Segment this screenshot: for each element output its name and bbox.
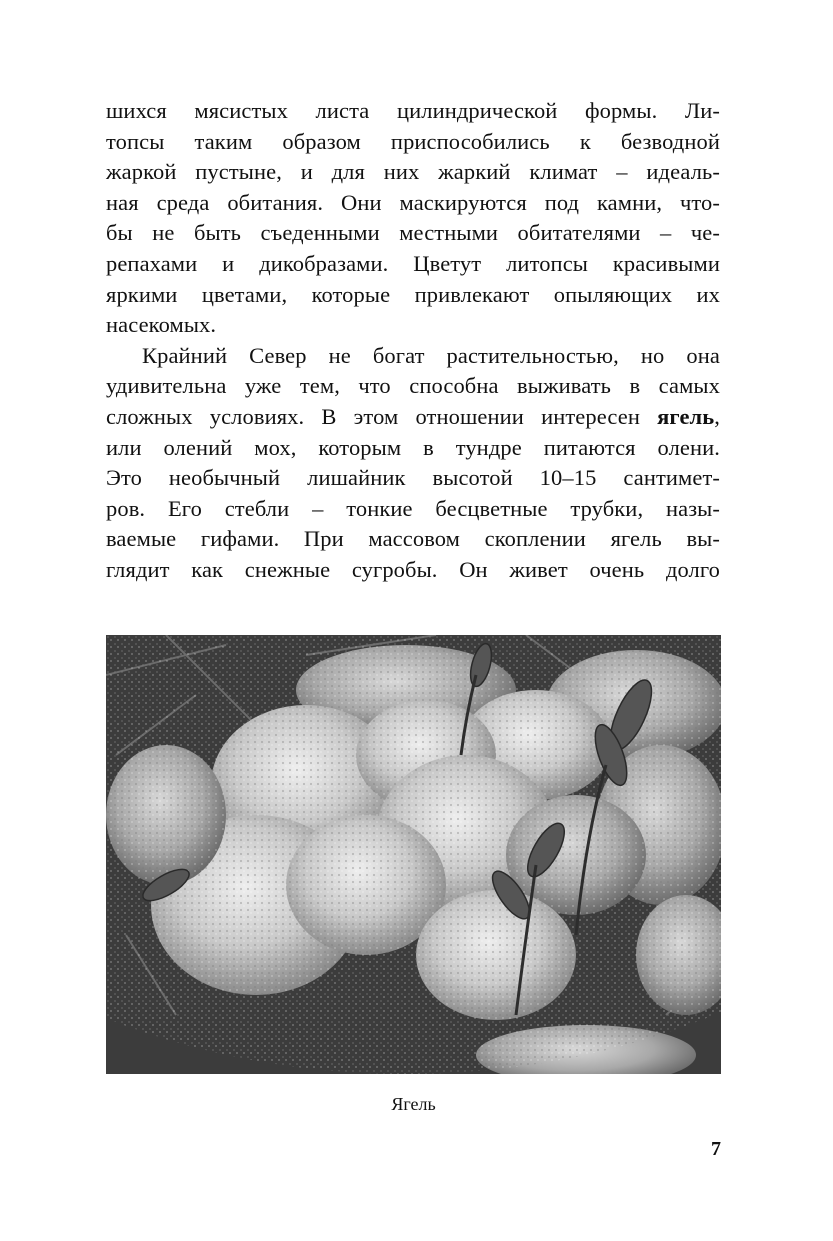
text-line: глядит как снежные сугробы. Он живет очень долго (106, 556, 720, 582)
text-line: репахами и дикобразами. Цветут литопсы красивыми (106, 250, 720, 276)
text-line: яркими цветами, которые привлекают опыляющих их (106, 281, 720, 307)
text-line: ная среда обитания. Они маскируются под камни, что- (106, 189, 720, 215)
page-number: 7 (711, 1138, 721, 1160)
text-line: шихся мясистых листа цилиндрической формы. Ли- (106, 98, 720, 123)
paragraph-start-line: Крайний Север не богат растительностью, но она (142, 342, 720, 368)
lichen-photo (106, 635, 721, 1074)
text-span: сложных условиях. В этом отношении интересен (106, 403, 658, 429)
lichen-photo-illustration (106, 635, 721, 1074)
text-span: , (714, 403, 720, 429)
text-line: насекомых. (106, 312, 217, 338)
text-line: ров. Его стебли – тонкие бесцветные трубки, назы- (106, 495, 720, 521)
text-line: или олений мох, которым в тундре питаются олени. (106, 434, 720, 460)
text-line: жаркой пустыне, и для них жаркий климат – идеаль- (106, 159, 720, 185)
text-line: ваемые гифами. При массовом скоплении ягель вы- (106, 526, 720, 552)
figure-caption: Ягель (391, 1094, 436, 1114)
text-line: топсы таким образом приспособились к безводной (106, 128, 720, 154)
text-line: Это необычный лишайник высотой 10–15 сантимет- (106, 465, 720, 491)
body-text (106, 96, 720, 586)
text-line: бы не быть съеденными местными обитателями – че- (106, 220, 720, 246)
bold-term-yagel: ягель (657, 403, 715, 429)
text-line: удивительна уже тем, что способна выживать в самых (106, 373, 720, 399)
text-line (106, 402, 720, 433)
